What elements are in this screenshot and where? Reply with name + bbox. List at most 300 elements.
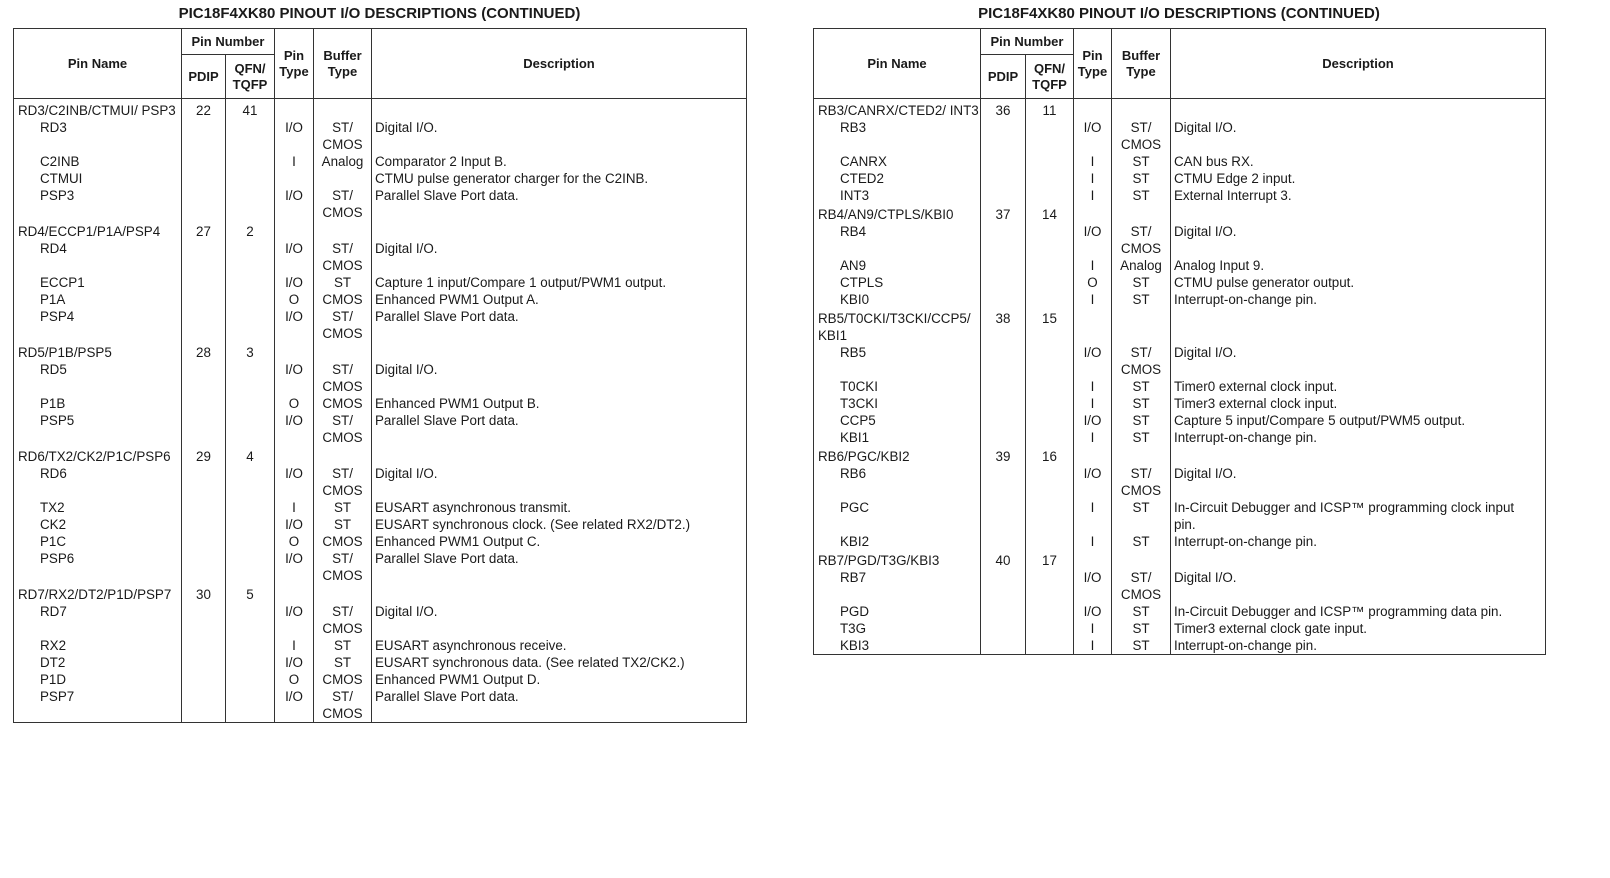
pdip-cell xyxy=(182,550,226,584)
description-cell: Digital I/O. xyxy=(372,361,747,395)
qfn-tqfp-cell xyxy=(1026,465,1074,499)
description-cell: EUSART synchronous clock. (See related RX2/DT2.) xyxy=(372,516,747,533)
description-cell xyxy=(372,99,747,120)
pdip-cell xyxy=(182,240,226,274)
pin-name-cell: RD7 xyxy=(14,603,182,637)
pin-name-cell: RD7/RX2/DT2/P1D/PSP7 xyxy=(14,584,182,603)
qfn-tqfp-cell xyxy=(1026,223,1074,257)
description-cell xyxy=(372,584,747,603)
description-cell: In-Circuit Debugger and ICSP™ programming clock input pin. xyxy=(1171,499,1546,533)
pin-function-row xyxy=(14,308,747,342)
qfn-tqfp-cell xyxy=(226,153,275,170)
pin-function-row xyxy=(814,569,1546,603)
pin-type-cell xyxy=(1074,550,1112,569)
pin-function-row xyxy=(14,153,747,170)
pin-type-cell: I/O xyxy=(275,274,314,291)
pin-name-cell: RB7 xyxy=(814,569,981,603)
buffer-type-cell: ST xyxy=(1112,499,1171,533)
pin-function-row xyxy=(814,223,1546,257)
pin-type-cell: O xyxy=(275,533,314,550)
pin-name-cell: RB6 xyxy=(814,465,981,499)
description-cell: Interrupt-on-change pin. xyxy=(1171,291,1546,308)
pin-name-cell: PSP4 xyxy=(14,308,182,342)
pin-function-row xyxy=(14,240,747,274)
pin-function-row xyxy=(814,465,1546,499)
pin-group-row xyxy=(14,446,747,465)
pin-function-row xyxy=(814,533,1546,550)
qfn-tqfp-cell xyxy=(226,688,275,723)
pdip-cell xyxy=(182,170,226,187)
buffer-type-cell: Analog xyxy=(314,153,372,170)
description-cell: In-Circuit Debugger and ICSP™ programming data pin. xyxy=(1171,603,1546,620)
pin-function-row xyxy=(14,395,747,412)
description-cell: Timer0 external clock input. xyxy=(1171,378,1546,395)
description-cell: Digital I/O. xyxy=(372,119,747,153)
pdip-cell: 30 xyxy=(182,584,226,603)
pin-group-row xyxy=(14,342,747,361)
pdip-cell: 37 xyxy=(981,204,1026,223)
pin-name-cell: PGD xyxy=(814,603,981,620)
qfn-tqfp-cell xyxy=(226,533,275,550)
pdip-cell xyxy=(182,395,226,412)
description-cell: Digital I/O. xyxy=(1171,344,1546,378)
description-cell: EUSART synchronous data. (See related TX2/CK2.) xyxy=(372,654,747,671)
description-cell: Digital I/O. xyxy=(372,465,747,499)
pin-name-cell: PGC xyxy=(814,499,981,533)
pin-function-row xyxy=(814,119,1546,153)
pdip-cell xyxy=(981,170,1026,187)
buffer-type-cell: ST/ CMOS xyxy=(1112,569,1171,603)
pin-type-cell: I xyxy=(1074,170,1112,187)
buffer-type-cell: ST xyxy=(1112,620,1171,637)
pdip-cell xyxy=(182,637,226,654)
pdip-cell xyxy=(981,223,1026,257)
pin-name-cell: P1B xyxy=(14,395,182,412)
description-cell: CTMU pulse generator charger for the C2INB. xyxy=(372,170,747,187)
description-cell: CAN bus RX. xyxy=(1171,153,1546,170)
qfn-tqfp-cell: 11 xyxy=(1026,99,1074,120)
pdip-cell xyxy=(981,378,1026,395)
pin-type-cell: I xyxy=(1074,187,1112,204)
description-cell: Timer3 external clock gate input. xyxy=(1171,620,1546,637)
buffer-type-cell: ST xyxy=(1112,291,1171,308)
buffer-type-cell: CMOS xyxy=(314,291,372,308)
buffer-type-cell: ST/ CMOS xyxy=(314,361,372,395)
pdip-cell: 40 xyxy=(981,550,1026,569)
description-cell: Capture 5 input/Compare 5 output/PWM5 output. xyxy=(1171,412,1546,429)
pin-type-header: Pin Type xyxy=(275,29,314,99)
pin-function-row xyxy=(14,603,747,637)
pin-name-cell: RB3 xyxy=(814,119,981,153)
left-pinout-table xyxy=(13,28,747,723)
pdip-cell xyxy=(182,688,226,723)
qfn-tqfp-cell xyxy=(226,671,275,688)
pin-type-cell: I xyxy=(1074,499,1112,533)
pin-function-row xyxy=(814,499,1546,533)
pin-type-cell: I xyxy=(1074,637,1112,655)
pin-type-cell: O xyxy=(1074,274,1112,291)
description-cell xyxy=(1171,446,1546,465)
description-cell: Enhanced PWM1 Output D. xyxy=(372,671,747,688)
qfn-tqfp-cell xyxy=(226,308,275,342)
pin-function-row xyxy=(814,412,1546,429)
buffer-type-cell xyxy=(314,170,372,187)
buffer-type-cell: ST/ CMOS xyxy=(314,412,372,446)
pin-function-row xyxy=(14,187,747,221)
qfn-tqfp-cell xyxy=(226,603,275,637)
pin-function-row xyxy=(814,378,1546,395)
pdip-cell xyxy=(182,465,226,499)
pin-name-cell: PSP3 xyxy=(14,187,182,221)
description-cell: Parallel Slave Port data. xyxy=(372,550,747,584)
qfn-tqfp-cell: 16 xyxy=(1026,446,1074,465)
buffer-type-cell: ST xyxy=(1112,533,1171,550)
pin-name-cell: INT3 xyxy=(814,187,981,204)
pin-type-cell: O xyxy=(275,395,314,412)
pdip-cell xyxy=(182,308,226,342)
buffer-type-cell xyxy=(1112,308,1171,344)
pin-type-cell xyxy=(1074,308,1112,344)
buffer-type-header: Buffer Type xyxy=(314,29,372,99)
pdip-header: PDIP xyxy=(182,55,226,99)
qfn-tqfp-cell xyxy=(226,412,275,446)
pin-function-row xyxy=(814,291,1546,308)
pin-number-header: Pin Number xyxy=(182,29,275,55)
qfn-tqfp-cell: 2 xyxy=(226,221,275,240)
pdip-cell: 22 xyxy=(182,99,226,120)
pin-type-cell: O xyxy=(275,671,314,688)
pin-name-cell: RB4/AN9/CTPLS/KBI0 xyxy=(814,204,981,223)
buffer-type-cell: ST xyxy=(314,654,372,671)
pin-group-row xyxy=(814,446,1546,465)
buffer-type-cell: ST/ CMOS xyxy=(314,465,372,499)
buffer-type-cell: ST/ CMOS xyxy=(314,550,372,584)
pin-type-cell xyxy=(275,99,314,120)
buffer-type-cell: ST xyxy=(1112,637,1171,655)
qfn-tqfp-cell xyxy=(1026,344,1074,378)
pin-type-header: Pin Type xyxy=(1074,29,1112,99)
pin-function-row xyxy=(814,620,1546,637)
pin-type-cell xyxy=(275,221,314,240)
pdip-header: PDIP xyxy=(981,55,1026,99)
pin-type-cell: I/O xyxy=(275,516,314,533)
qfn-tqfp-cell xyxy=(226,550,275,584)
description-cell: EUSART asynchronous transmit. xyxy=(372,499,747,516)
qfn-tqfp-cell xyxy=(1026,569,1074,603)
pdip-cell xyxy=(182,153,226,170)
qfn-tqfp-cell xyxy=(1026,274,1074,291)
pin-function-row xyxy=(14,412,747,446)
pdip-cell xyxy=(182,603,226,637)
buffer-type-cell: ST xyxy=(1112,153,1171,170)
description-cell: CTMU Edge 2 input. xyxy=(1171,170,1546,187)
qfn-tqfp-cell xyxy=(226,516,275,533)
qfn-tqfp-cell xyxy=(1026,170,1074,187)
pdip-cell: 38 xyxy=(981,308,1026,344)
pin-name-cell: RB7/PGD/T3G/KBI3 xyxy=(814,550,981,569)
buffer-type-cell: ST xyxy=(314,274,372,291)
pin-name-cell: RD5/P1B/PSP5 xyxy=(14,342,182,361)
pdip-cell xyxy=(182,119,226,153)
pin-name-cell: RB5 xyxy=(814,344,981,378)
pin-function-row xyxy=(814,257,1546,274)
pin-type-cell: I/O xyxy=(275,603,314,637)
pdip-cell: 29 xyxy=(182,446,226,465)
pdip-cell xyxy=(182,187,226,221)
pin-type-cell: I xyxy=(1074,429,1112,446)
qfn-tqfp-cell: 5 xyxy=(226,584,275,603)
pin-function-row xyxy=(814,395,1546,412)
buffer-type-cell: ST xyxy=(314,516,372,533)
pdip-cell xyxy=(182,361,226,395)
qfn-tqfp-header: QFN/ TQFP xyxy=(226,55,275,99)
qfn-tqfp-cell xyxy=(1026,412,1074,429)
buffer-type-cell xyxy=(1112,446,1171,465)
pin-function-row xyxy=(814,187,1546,204)
pin-group-row xyxy=(14,584,747,603)
buffer-type-cell xyxy=(1112,99,1171,120)
pin-name-cell: AN9 xyxy=(814,257,981,274)
pin-name-cell: RB6/PGC/KBI2 xyxy=(814,446,981,465)
pin-type-cell: O xyxy=(275,291,314,308)
description-cell: Digital I/O. xyxy=(1171,569,1546,603)
pdip-cell xyxy=(981,637,1026,655)
qfn-tqfp-cell xyxy=(1026,637,1074,655)
buffer-type-cell xyxy=(314,584,372,603)
pdip-cell xyxy=(981,291,1026,308)
qfn-tqfp-cell xyxy=(226,637,275,654)
buffer-type-cell xyxy=(314,99,372,120)
pin-name-cell: TX2 xyxy=(14,499,182,516)
pdip-cell xyxy=(182,654,226,671)
qfn-tqfp-cell: 14 xyxy=(1026,204,1074,223)
qfn-tqfp-cell xyxy=(1026,119,1074,153)
pin-type-cell: I/O xyxy=(275,654,314,671)
qfn-tqfp-cell xyxy=(226,187,275,221)
pin-name-header: Pin Name xyxy=(814,29,981,99)
pin-name-cell: P1A xyxy=(14,291,182,308)
description-cell xyxy=(372,221,747,240)
pdip-cell xyxy=(981,569,1026,603)
pin-type-cell: I/O xyxy=(1074,119,1112,153)
pin-name-cell: RD3 xyxy=(14,119,182,153)
qfn-tqfp-cell: 15 xyxy=(1026,308,1074,344)
qfn-tqfp-cell: 17 xyxy=(1026,550,1074,569)
qfn-tqfp-cell xyxy=(1026,429,1074,446)
buffer-type-cell: ST/ CMOS xyxy=(1112,223,1171,257)
description-cell xyxy=(372,342,747,361)
description-cell: Digital I/O. xyxy=(372,603,747,637)
description-cell xyxy=(1171,99,1546,120)
description-cell: Digital I/O. xyxy=(372,240,747,274)
pdip-cell xyxy=(981,187,1026,204)
pin-type-cell: I xyxy=(275,637,314,654)
pin-function-row xyxy=(814,344,1546,378)
pin-function-row xyxy=(814,170,1546,187)
pin-function-row xyxy=(14,170,747,187)
buffer-type-cell: ST xyxy=(1112,395,1171,412)
pin-function-row xyxy=(814,429,1546,446)
buffer-type-cell xyxy=(314,221,372,240)
pin-type-cell: I xyxy=(1074,153,1112,170)
description-cell: Digital I/O. xyxy=(1171,465,1546,499)
pin-type-cell: I/O xyxy=(1074,603,1112,620)
pin-name-cell: CK2 xyxy=(14,516,182,533)
pin-name-cell: RD5 xyxy=(14,361,182,395)
pin-name-cell: CTPLS xyxy=(814,274,981,291)
pin-type-cell: I/O xyxy=(275,688,314,723)
pin-name-cell: CTED2 xyxy=(814,170,981,187)
left-table-title: PIC18F4XK80 PINOUT I/O DESCRIPTIONS (CONTINUED) xyxy=(178,5,581,22)
pdip-cell xyxy=(981,274,1026,291)
pin-type-cell: I xyxy=(275,153,314,170)
buffer-type-cell xyxy=(314,342,372,361)
buffer-type-cell: ST/ CMOS xyxy=(314,240,372,274)
pin-type-cell: I/O xyxy=(275,187,314,221)
pin-function-row xyxy=(14,499,747,516)
pin-group-row xyxy=(814,308,1546,344)
pdip-cell xyxy=(182,274,226,291)
pdip-cell xyxy=(182,533,226,550)
description-cell: Parallel Slave Port data. xyxy=(372,688,747,723)
buffer-type-cell: ST xyxy=(1112,274,1171,291)
right-table-body xyxy=(814,99,1546,655)
pin-function-row xyxy=(14,465,747,499)
description-cell: Interrupt-on-change pin. xyxy=(1171,429,1546,446)
pin-name-cell: C2INB xyxy=(14,153,182,170)
description-cell: Timer3 external clock input. xyxy=(1171,395,1546,412)
pin-name-cell: P1D xyxy=(14,671,182,688)
pin-function-row xyxy=(14,516,747,533)
pin-type-cell: I/O xyxy=(1074,465,1112,499)
pin-type-cell: I xyxy=(1074,291,1112,308)
pdip-cell: 36 xyxy=(981,99,1026,120)
pdip-cell xyxy=(981,533,1026,550)
buffer-type-cell: ST xyxy=(1112,187,1171,204)
pin-function-row xyxy=(14,637,747,654)
pin-function-row xyxy=(814,153,1546,170)
pin-name-cell: RB3/CANRX/CTED2/ INT3 xyxy=(814,99,981,120)
qfn-tqfp-cell xyxy=(226,361,275,395)
pin-name-cell: RD4 xyxy=(14,240,182,274)
pin-name-cell: T0CKI xyxy=(814,378,981,395)
buffer-type-cell: ST xyxy=(1112,412,1171,429)
description-cell: Enhanced PWM1 Output B. xyxy=(372,395,747,412)
qfn-tqfp-cell xyxy=(1026,257,1074,274)
pin-group-row xyxy=(814,550,1546,569)
description-cell: Analog Input 9. xyxy=(1171,257,1546,274)
pin-type-cell: I/O xyxy=(275,361,314,395)
pin-type-cell: I/O xyxy=(275,119,314,153)
qfn-tqfp-cell xyxy=(226,395,275,412)
buffer-type-cell: ST xyxy=(1112,378,1171,395)
description-cell: Digital I/O. xyxy=(1171,119,1546,153)
pin-function-row xyxy=(814,603,1546,620)
description-cell xyxy=(1171,550,1546,569)
pin-name-cell: RD3/C2INB/CTMUI/ PSP3 xyxy=(14,99,182,120)
buffer-type-cell: ST/ CMOS xyxy=(1112,344,1171,378)
pin-type-cell xyxy=(275,584,314,603)
pin-name-cell: CCP5 xyxy=(814,412,981,429)
pin-name-cell: CANRX xyxy=(814,153,981,170)
qfn-tqfp-cell xyxy=(1026,499,1074,533)
right-pinout-table xyxy=(813,28,1546,655)
pin-type-cell: I xyxy=(275,499,314,516)
pin-type-cell: I xyxy=(1074,620,1112,637)
pdip-cell xyxy=(182,516,226,533)
pin-type-cell xyxy=(1074,99,1112,120)
buffer-type-cell xyxy=(1112,550,1171,569)
description-cell xyxy=(1171,308,1546,344)
pin-name-cell: RB5/T0CKI/T3CKI/CCP5/ KBI1 xyxy=(814,308,981,344)
pin-name-cell: RD4/ECCP1/P1A/PSP4 xyxy=(14,221,182,240)
buffer-type-cell: CMOS xyxy=(314,671,372,688)
pin-type-cell: I/O xyxy=(1074,223,1112,257)
buffer-type-cell: ST/ CMOS xyxy=(314,119,372,153)
pin-name-cell: T3CKI xyxy=(814,395,981,412)
right-table-title: PIC18F4XK80 PINOUT I/O DESCRIPTIONS (CONTINUED) xyxy=(978,5,1380,22)
pdip-cell xyxy=(981,257,1026,274)
buffer-type-cell: CMOS xyxy=(314,533,372,550)
buffer-type-header: Buffer Type xyxy=(1112,29,1171,99)
pin-group-row xyxy=(14,221,747,240)
pdip-cell xyxy=(182,291,226,308)
pin-type-cell: I/O xyxy=(275,240,314,274)
left-table-body xyxy=(14,99,747,723)
description-cell: CTMU pulse generator output. xyxy=(1171,274,1546,291)
description-cell: Parallel Slave Port data. xyxy=(372,308,747,342)
description-cell: Digital I/O. xyxy=(1171,223,1546,257)
description-cell: Enhanced PWM1 Output A. xyxy=(372,291,747,308)
pin-name-cell: T3G xyxy=(814,620,981,637)
qfn-tqfp-cell xyxy=(1026,603,1074,620)
pdip-cell xyxy=(981,499,1026,533)
pdip-cell xyxy=(981,603,1026,620)
qfn-tqfp-cell xyxy=(226,274,275,291)
pin-number-header: Pin Number xyxy=(981,29,1074,55)
pdip-cell xyxy=(182,499,226,516)
pin-name-cell: RB4 xyxy=(814,223,981,257)
pin-name-cell: KBI3 xyxy=(814,637,981,655)
pin-group-row xyxy=(814,204,1546,223)
pin-function-row xyxy=(814,637,1546,655)
pin-name-cell: KBI1 xyxy=(814,429,981,446)
description-cell xyxy=(1171,204,1546,223)
qfn-tqfp-cell xyxy=(226,119,275,153)
pin-name-cell: KBI0 xyxy=(814,291,981,308)
qfn-tqfp-cell xyxy=(226,654,275,671)
pin-type-cell xyxy=(1074,446,1112,465)
pin-name-cell: CTMUI xyxy=(14,170,182,187)
pdip-cell xyxy=(182,412,226,446)
description-cell: EUSART asynchronous receive. xyxy=(372,637,747,654)
pin-type-cell xyxy=(275,170,314,187)
pdip-cell: 27 xyxy=(182,221,226,240)
pin-group-row xyxy=(814,99,1546,120)
pdip-cell xyxy=(981,412,1026,429)
pin-function-row xyxy=(14,361,747,395)
qfn-tqfp-header: QFN/ TQFP xyxy=(1026,55,1074,99)
buffer-type-cell: ST/ CMOS xyxy=(1112,119,1171,153)
buffer-type-cell: ST/ CMOS xyxy=(314,187,372,221)
pin-type-cell: I/O xyxy=(1074,344,1112,378)
qfn-tqfp-cell xyxy=(226,240,275,274)
description-cell: Parallel Slave Port data. xyxy=(372,187,747,221)
pin-function-row xyxy=(814,274,1546,291)
buffer-type-cell: Analog xyxy=(1112,257,1171,274)
description-cell: External Interrupt 3. xyxy=(1171,187,1546,204)
pin-type-cell xyxy=(1074,204,1112,223)
